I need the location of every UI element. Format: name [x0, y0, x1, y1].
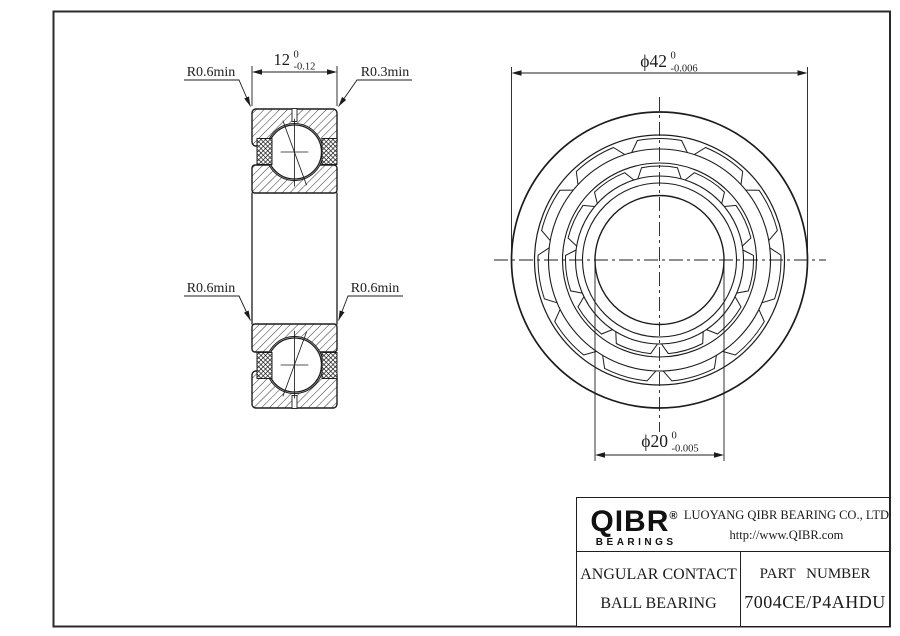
dimension-width [252, 50, 337, 107]
bore-tol-top: 0 [671, 430, 677, 442]
radius-label-mid-left: R0.6min [186, 281, 236, 296]
od-tol-bottom: -0.006 [670, 63, 698, 75]
title-block [576, 497, 890, 627]
product-description-cell [577, 552, 741, 626]
od-value: ϕ42 [640, 51, 667, 71]
logo-subtext: BEARINGS [595, 536, 677, 548]
bore-tol-bottom: -0.005 [671, 443, 699, 455]
od-tol-top: 0 [670, 50, 676, 62]
centerlines [494, 97, 826, 432]
cage-section-bottom-right [322, 353, 337, 379]
radius-label-top-right: R0.3min [360, 65, 410, 80]
cage-pocket [685, 173, 724, 204]
product-line1: ANGULAR CONTACT [580, 566, 737, 583]
company-info [684, 505, 889, 545]
width-value: 12 [273, 50, 290, 69]
width-tol-top: 0 [293, 49, 299, 61]
registered-mark: ® [669, 509, 679, 522]
title-block-bottom-row [577, 552, 889, 626]
product-line2: BALL BEARING [600, 595, 717, 612]
cage-pocket [595, 173, 634, 204]
part-number-label: PART NUMBER [759, 566, 871, 582]
logo-wordmark [590, 502, 678, 536]
part-number-cell [741, 552, 889, 626]
cage-section-bottom-left [257, 353, 272, 379]
title-block-header-row [577, 498, 889, 552]
logo-text: QIBR [590, 504, 670, 538]
part-number-value: 7004CE/P4AHDU [744, 592, 886, 612]
radius-label-top-left: R0.6min [186, 65, 236, 80]
cage-section-top-left [257, 139, 272, 165]
company-logo [577, 502, 684, 548]
left-section-view [252, 109, 337, 409]
width-tol-bottom: -0.12 [293, 61, 316, 73]
radius-label-mid-right: R0.6min [350, 281, 400, 296]
front-view [494, 97, 826, 432]
cage-section-top-right [322, 139, 337, 165]
company-name: LUOYANG QIBR BEARING CO., LTD [683, 507, 889, 522]
company-website: http://www.QIBR.com [729, 527, 844, 542]
bore-value: ϕ20 [641, 431, 668, 451]
